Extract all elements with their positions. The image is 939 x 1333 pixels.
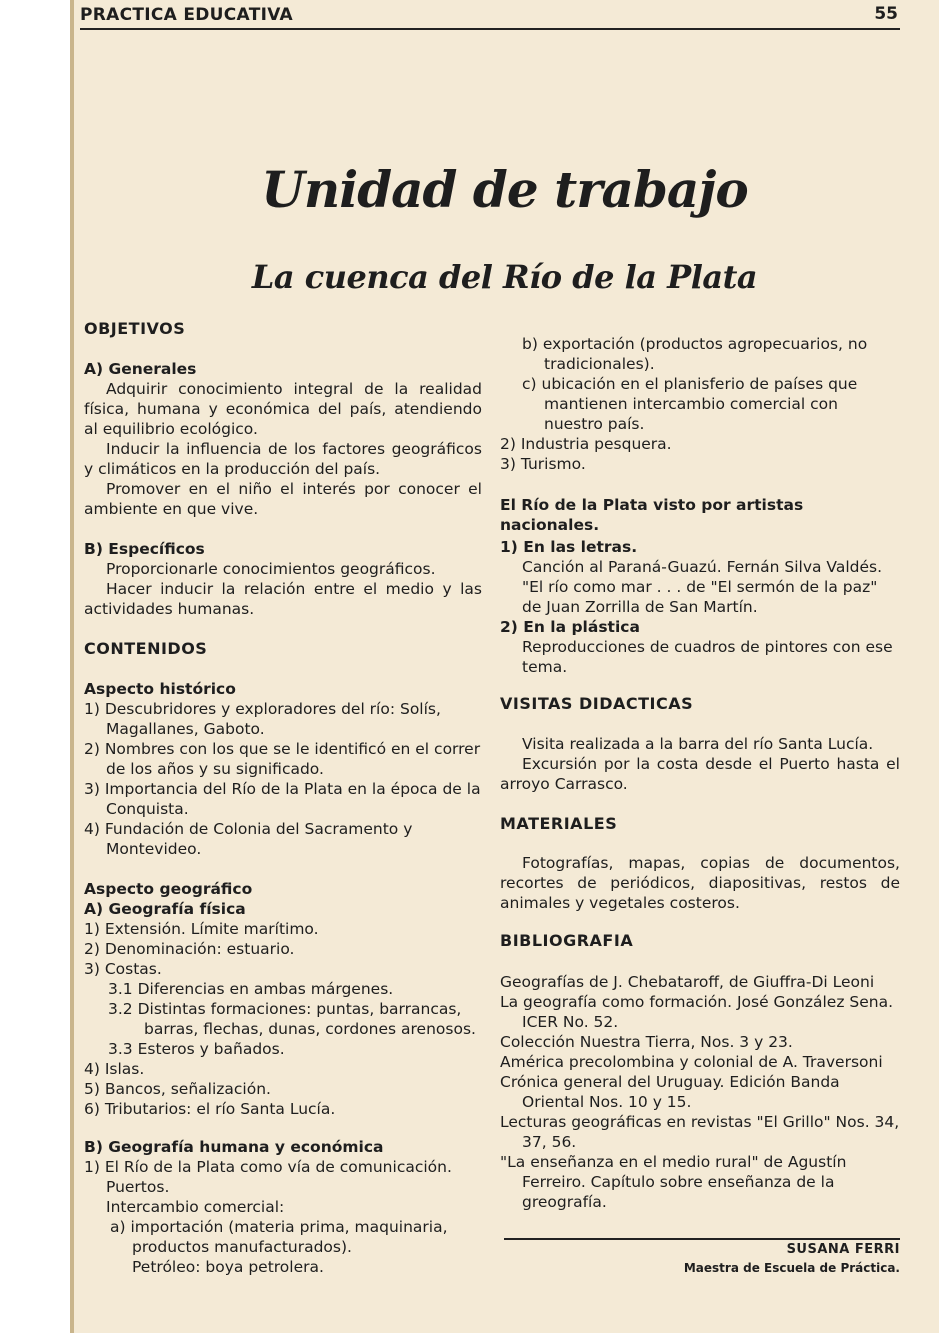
humana-item: 1) El Río de la Plata como vía de comunicación. Puertos.	[84, 1158, 452, 1196]
page-header	[80, 4, 900, 30]
fisica-item: 3) Costas.	[84, 960, 162, 978]
bibliografia-item: Lecturas geográficas en revistas "El Grillo" Nos. 34, 37, 56.	[500, 1113, 900, 1151]
turismo-item: 3) Turismo.	[500, 455, 586, 473]
letras-heading: 1) En las letras.	[500, 538, 638, 556]
bibliografia-item: Crónica general del Uruguay. Edición Banda Oriental Nos. 10 y 15.	[500, 1073, 840, 1111]
intercambio-label: Intercambio comercial:	[106, 1198, 285, 1216]
materiales-text: Fotografías, mapas, copias de documentos, recortes de periódicos, diapositivas, restos de animales y vegetales costeros.	[500, 854, 900, 912]
costas-item: 3.2 Distintas formaciones: puntas, barrancas, barras, flechas, dunas, cordones arenosos.	[108, 1000, 476, 1038]
artistas-heading: El Río de la Plata visto por artistas nacionales.	[500, 496, 804, 534]
bibliografia-item: Geografías de J. Chebataroff, de Giuffra-Di Leoni	[500, 973, 875, 991]
fisica-item: 4) Islas.	[84, 1060, 145, 1078]
objetivo-especifico: Hacer inducir la relación entre el medio y las actividades humanas.	[84, 580, 482, 618]
especificos-heading: B) Específicos	[84, 540, 205, 558]
bibliografia-item: La geografía como formación. José González Sena. ICER No. 52.	[500, 993, 894, 1031]
section-name: PRACTICA EDUCATIVA	[80, 5, 293, 25]
fisica-heading: A) Geografía física	[84, 900, 246, 918]
bibliografia-heading: BIBLIOGRAFIA	[500, 931, 634, 950]
fisica-item: 1) Extensión. Límite marítimo.	[84, 920, 319, 938]
ubicacion-item: c) ubicación en el planisferio de países que mantienen intercambio comercial con nuestro país.	[522, 375, 858, 433]
visita-item: Excursión por la costa desde el Puerto hasta el arroyo Carrasco.	[500, 755, 900, 793]
author-name: SUSANA FERRI	[786, 1242, 900, 1257]
objetivo-general: Adquirir conocimiento integral de la realidad física, humana y económica del país, atendiendo al equilibrio ecológico.	[84, 380, 482, 438]
plastica-text: Reproducciones de cuadros de pintores con ese tema.	[522, 638, 893, 676]
generales-heading: A) Generales	[84, 360, 197, 378]
objetivo-general: Inducir la influencia de los factores geográficos y climáticos en la producción del país.	[84, 440, 482, 478]
industria-item: 2) Industria pesquera.	[500, 435, 672, 453]
objetivo-especifico: Proporcionarle conocimientos geográficos.	[106, 560, 436, 578]
letras-text: Canción al Paraná-Guazú. Fernán Silva Valdés. "El río como mar . . . de "El sermón de la paz" de Juan Zorrilla de San Martín.	[522, 558, 882, 616]
exportacion-item: b) exportación (productos agropecuarios, no tradicionales).	[522, 335, 868, 373]
bibliografia-item: Colección Nuestra Tierra, Nos. 3 y 23.	[500, 1033, 793, 1051]
fisica-item: 2) Denominación: estuario.	[84, 940, 295, 958]
materiales-heading: MATERIALES	[500, 814, 618, 833]
importacion-item: a) importación (materia prima, maquinaria, productos manufacturados).	[110, 1218, 448, 1256]
geografico-heading: Aspecto geográfico	[84, 880, 253, 898]
page-number: 55	[874, 4, 898, 24]
signature-block	[504, 1238, 900, 1275]
magazine-page	[70, 0, 939, 1333]
costas-item: 3.1 Diferencias en ambas márgenes.	[108, 980, 394, 998]
fisica-item: 6) Tributarios: el río Santa Lucía.	[84, 1100, 336, 1118]
historico-item: 1) Descubridores y exploradores del río: Solís, Magallanes, Gaboto.	[84, 700, 441, 738]
article-title: Unidad de trabajo	[261, 160, 748, 219]
visitas-heading: VISITAS DIDACTICAS	[500, 694, 694, 713]
historico-item: 3) Importancia del Río de la Plata en la época de la Conquista.	[84, 780, 481, 818]
bibliografia-item: América precolombina y colonial de A. Traversoni	[500, 1053, 883, 1071]
humana-heading: B) Geografía humana y económica	[84, 1138, 384, 1156]
costas-item: 3.3 Esteros y bañados.	[108, 1040, 285, 1058]
bibliografia-item: "La enseñanza en el medio rural" de Agustín Ferreiro. Capítulo sobre enseñanza de la greografía.	[500, 1153, 847, 1211]
historico-item: 2) Nombres con los que se le identificó en el correr de los años y su significado.	[84, 740, 481, 778]
objetivo-general: Promover en el niño el interés por conocer el ambiente en que vive.	[84, 480, 482, 518]
contenidos-heading: CONTENIDOS	[84, 639, 208, 658]
historico-item: 4) Fundación de Colonia del Sacramento y Montevideo.	[84, 820, 413, 858]
fisica-item: 5) Bancos, señalización.	[84, 1080, 271, 1098]
objetivos-heading: OBJETIVOS	[84, 319, 186, 338]
historico-heading: Aspecto histórico	[84, 680, 236, 698]
visita-item: Visita realizada a la barra del río Santa Lucía.	[522, 735, 874, 753]
article-subtitle: La cuenca del Río de la Plata	[251, 258, 758, 296]
plastica-heading: 2) En la plástica	[500, 618, 640, 636]
petroleo-item: Petróleo: boya petrolera.	[132, 1258, 324, 1276]
author-role: Maestra de Escuela de Práctica.	[683, 1261, 900, 1275]
